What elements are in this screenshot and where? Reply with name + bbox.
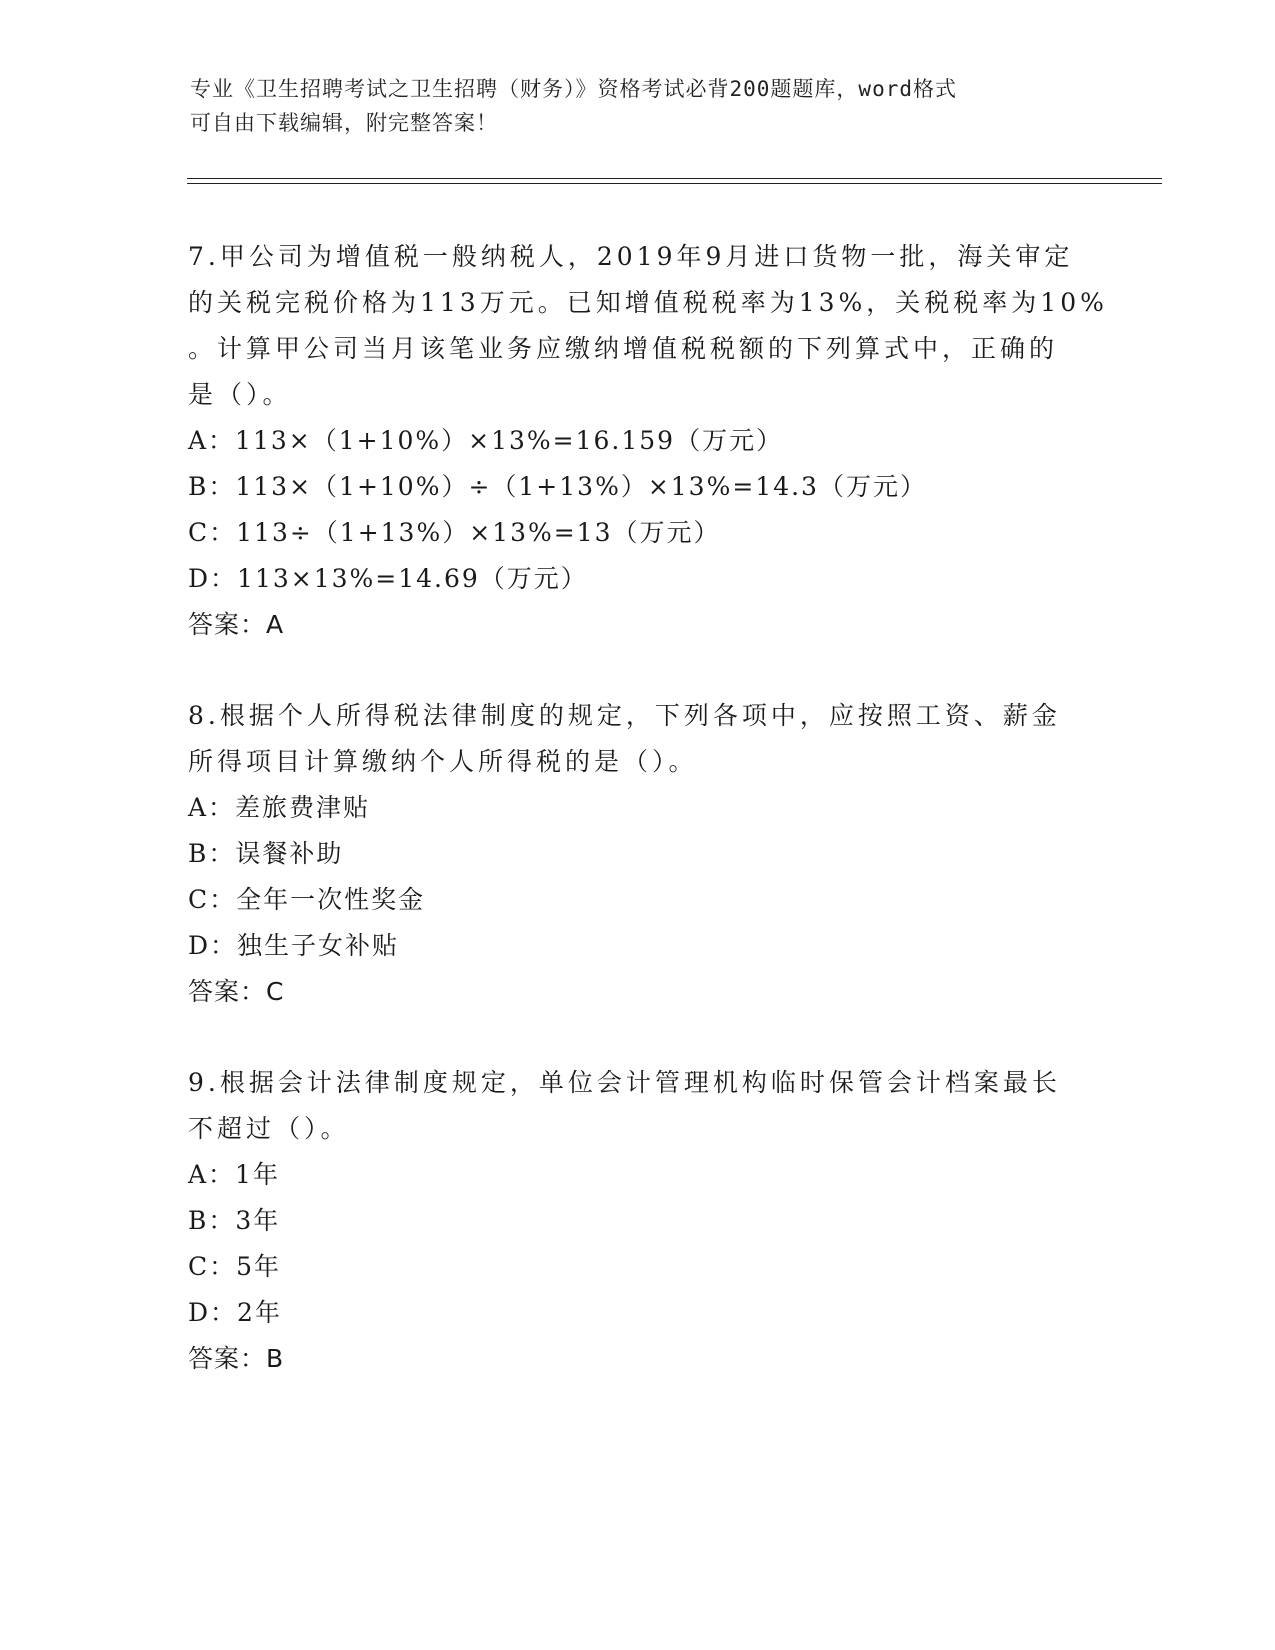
option-c: C：5年 (188, 1252, 282, 1281)
document-header (190, 72, 1090, 140)
header-line: 专业《卫生招聘考试之卫生招聘（财务）》资格考试必背200题题库，word格式 (190, 77, 957, 101)
question-stem-line: 7.甲公司为增值税一般纳税人，2019年9月进口货物一批，海关审定 (188, 242, 1074, 271)
option-a: A：1年 (188, 1160, 280, 1189)
option-b: B：3年 (188, 1206, 281, 1235)
option-a: A：差旅费津贴 (188, 793, 371, 822)
header-divider (187, 178, 1162, 179)
option-c: C：全年一次性奖金 (188, 885, 426, 914)
answer-line: 答案：C (188, 977, 285, 1006)
question-9 (188, 1060, 1088, 1382)
question-stem-line: 的关税完税价格为113万元。已知增值税税率为13%，关税税率为10% (188, 288, 1108, 317)
question-7 (188, 234, 1108, 648)
answer-line: 答案：B (188, 1344, 285, 1373)
header-line: 可自由下载编辑，附完整答案！ (190, 111, 498, 135)
question-stem-line: 。计算甲公司当月该笔业务应缴纳增值税税额的下列算式中，正确的 (188, 334, 1059, 363)
question-stem-line: 8.根据个人所得税法律制度的规定，下列各项中，应按照工资、薪金 (188, 701, 1061, 730)
answer-line: 答案：A (188, 610, 285, 639)
option-d: D：独生子女补贴 (188, 931, 400, 960)
question-stem-line: 所得项目计算缴纳个人所得税的是（）。 (188, 747, 698, 776)
option-b: B：误餐补助 (188, 839, 344, 868)
question-8 (188, 693, 1088, 1015)
option-d: D：113×13%=14.69（万元） (188, 564, 588, 593)
option-a: A：113×（1+10%）×13%=16.159（万元） (188, 426, 784, 455)
question-stem-line: 不超过（）。 (188, 1114, 350, 1143)
header-divider (187, 183, 1162, 184)
question-stem-line: 是（）。 (188, 380, 292, 409)
option-b: B：113×（1+10%）÷（1+13%）×13%=14.3（万元） (188, 472, 927, 501)
option-c: C：113÷（1+13%）×13%=13（万元） (188, 518, 721, 547)
question-stem-line: 9.根据会计法律制度规定，单位会计管理机构临时保管会计档案最长 (188, 1068, 1061, 1097)
option-d: D：2年 (188, 1298, 282, 1327)
